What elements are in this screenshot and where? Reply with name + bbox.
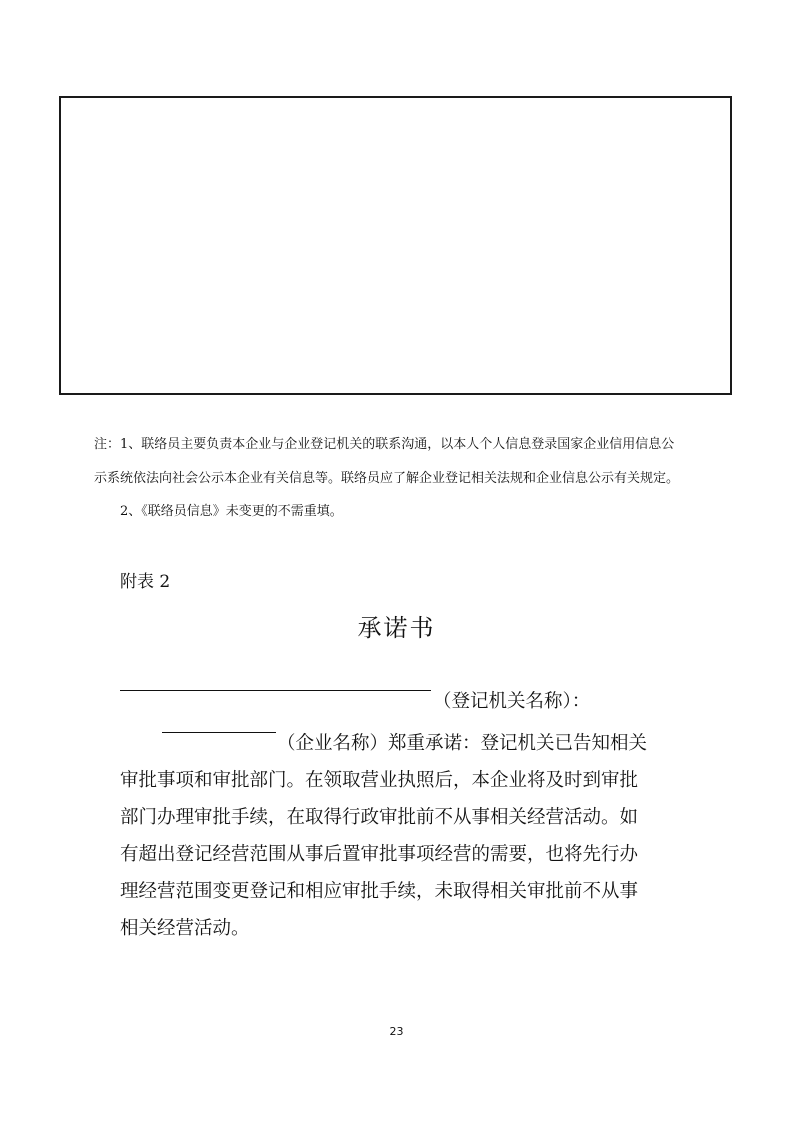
note-line-1: 注：1、联络员主要负责本企业与企业登记机关的联系沟通，以本人个人信息登录国家企业信用信息公 [94, 437, 675, 452]
commitment-line-1: （企业名称）郑重承诺：登记机关已告知相关 [277, 733, 648, 754]
commitment-line-3: 部门办理审批手续，在取得行政审批前不从事相关经营活动。如 [120, 807, 639, 828]
note-line-2: 示系统依法向社会公示本企业有关信息等。联络员应了解企业登记相关法规和企业信息公示有关规定。 [94, 471, 680, 486]
note-line-3: 2、《联络员信息》未变更的不需重填。 [120, 504, 343, 519]
authority-name-blank[interactable] [120, 690, 431, 691]
enterprise-name-blank[interactable] [162, 732, 276, 733]
commitment-line-2: 审批事项和审批部门。在领取营业执照后，本企业将及时到审批 [120, 770, 639, 791]
commitment-line-5: 理经营范围变更登记和相应审批手续，未取得相关审批前不从事 [120, 881, 639, 902]
commitment-title: 承诺书 [357, 614, 436, 642]
authority-name-suffix: （登记机关名称）： [433, 691, 591, 712]
commitment-line-6: 相关经营活动。 [120, 918, 250, 939]
appendix-label: 附表 2 [120, 572, 171, 592]
liaison-info-box [59, 96, 732, 395]
page-number: 23 [389, 1025, 404, 1038]
commitment-line-4: 有超出登记经营范围从事后置审批事项经营的需要，也将先行办 [120, 844, 639, 865]
